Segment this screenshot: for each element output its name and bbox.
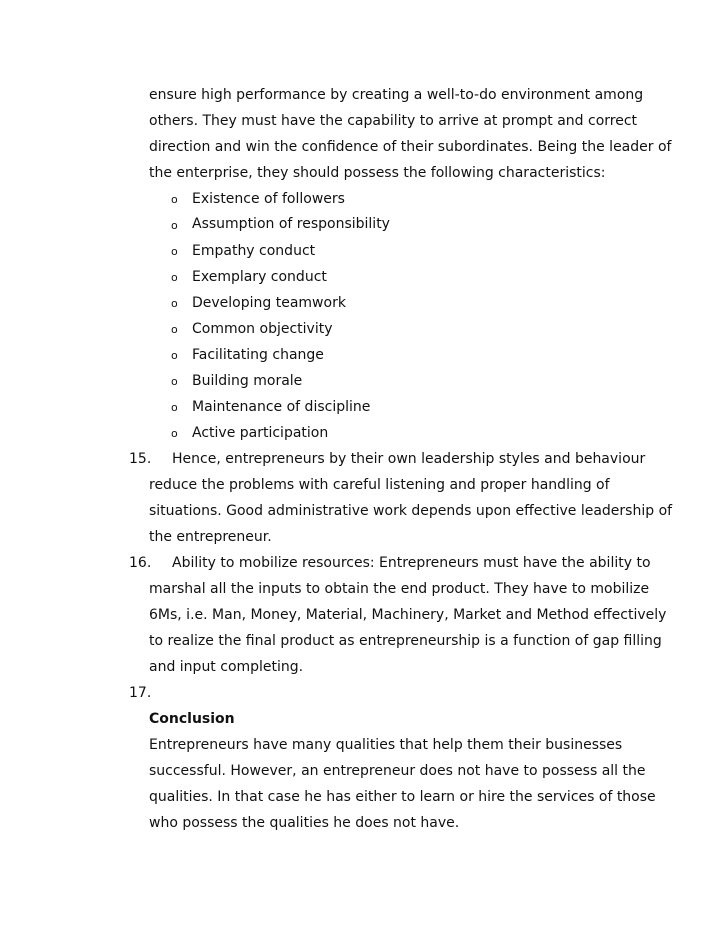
item-line: 6Ms, i.e. Man, Money, Material, Machinery, Market and Method effectively (149, 607, 667, 623)
intro-line: ensure high performance by creating a well-to-do environment among (149, 87, 644, 103)
conclusion-line: successful. However, an entrepreneur does not have to possess all the (149, 763, 646, 779)
bullet-circle-icon: o (171, 193, 178, 206)
bullet-circle-icon: o (171, 375, 178, 388)
item-line: situations. Good administrative work depends upon effective leadership of (149, 503, 673, 519)
bullet-circle-icon: o (171, 349, 178, 362)
intro-line: direction and win the confidence of their subordinates. Being the leader of (149, 139, 672, 155)
bullet-circle-icon: o (171, 245, 178, 258)
list-item-text: Developing teamwork (192, 295, 346, 311)
intro-line: others. They must have the capability to arrive at prompt and correct (149, 113, 638, 129)
item-line: marshal all the inputs to obtain the end product. They have to mobilize (149, 581, 650, 597)
list-item-text: Existence of followers (192, 191, 345, 207)
bullet-circle-icon: o (171, 297, 178, 310)
bullet-circle-icon: o (171, 427, 178, 440)
list-item-text: Facilitating change (192, 347, 324, 363)
conclusion-line: Entrepreneurs have many qualities that help them their businesses (149, 737, 623, 753)
list-item-text: Active participation (192, 425, 329, 441)
bullet-circle-icon: o (171, 219, 178, 232)
bullet-circle-icon: o (171, 271, 178, 284)
item-line: to realize the final product as entrepreneurship is a function of gap filling (149, 633, 662, 649)
item-number: 16. (129, 555, 152, 571)
bullet-circle-icon: o (171, 323, 178, 336)
item-first-line: Hence, entrepreneurs by their own leadership styles and behaviour (172, 451, 646, 467)
item-line: and input completing. (149, 659, 304, 675)
list-item-text: Exemplary conduct (192, 269, 327, 285)
list-item-text: Empathy conduct (192, 243, 316, 259)
conclusion-heading: Conclusion (149, 711, 235, 727)
conclusion-line: qualities. In that case he has either to learn or hire the services of those (149, 789, 656, 805)
item-number: 17. (129, 685, 152, 701)
list-item-text: Building morale (192, 373, 303, 389)
list-item-text: Common objectivity (192, 321, 333, 337)
item-number: 15. (129, 451, 152, 467)
item-first-line: Ability to mobilize resources: Entrepreneurs must have the ability to (172, 555, 651, 571)
item-line: the entrepreneur. (149, 529, 272, 545)
bullet-circle-icon: o (171, 401, 178, 414)
list-item-text: Assumption of responsibility (192, 216, 390, 232)
intro-line: the enterprise, they should possess the following characteristics: (149, 165, 606, 181)
item-line: reduce the problems with careful listening and proper handling of (149, 477, 610, 493)
conclusion-line: who possess the qualities he does not have. (149, 815, 460, 831)
list-item-text: Maintenance of discipline (192, 399, 371, 415)
